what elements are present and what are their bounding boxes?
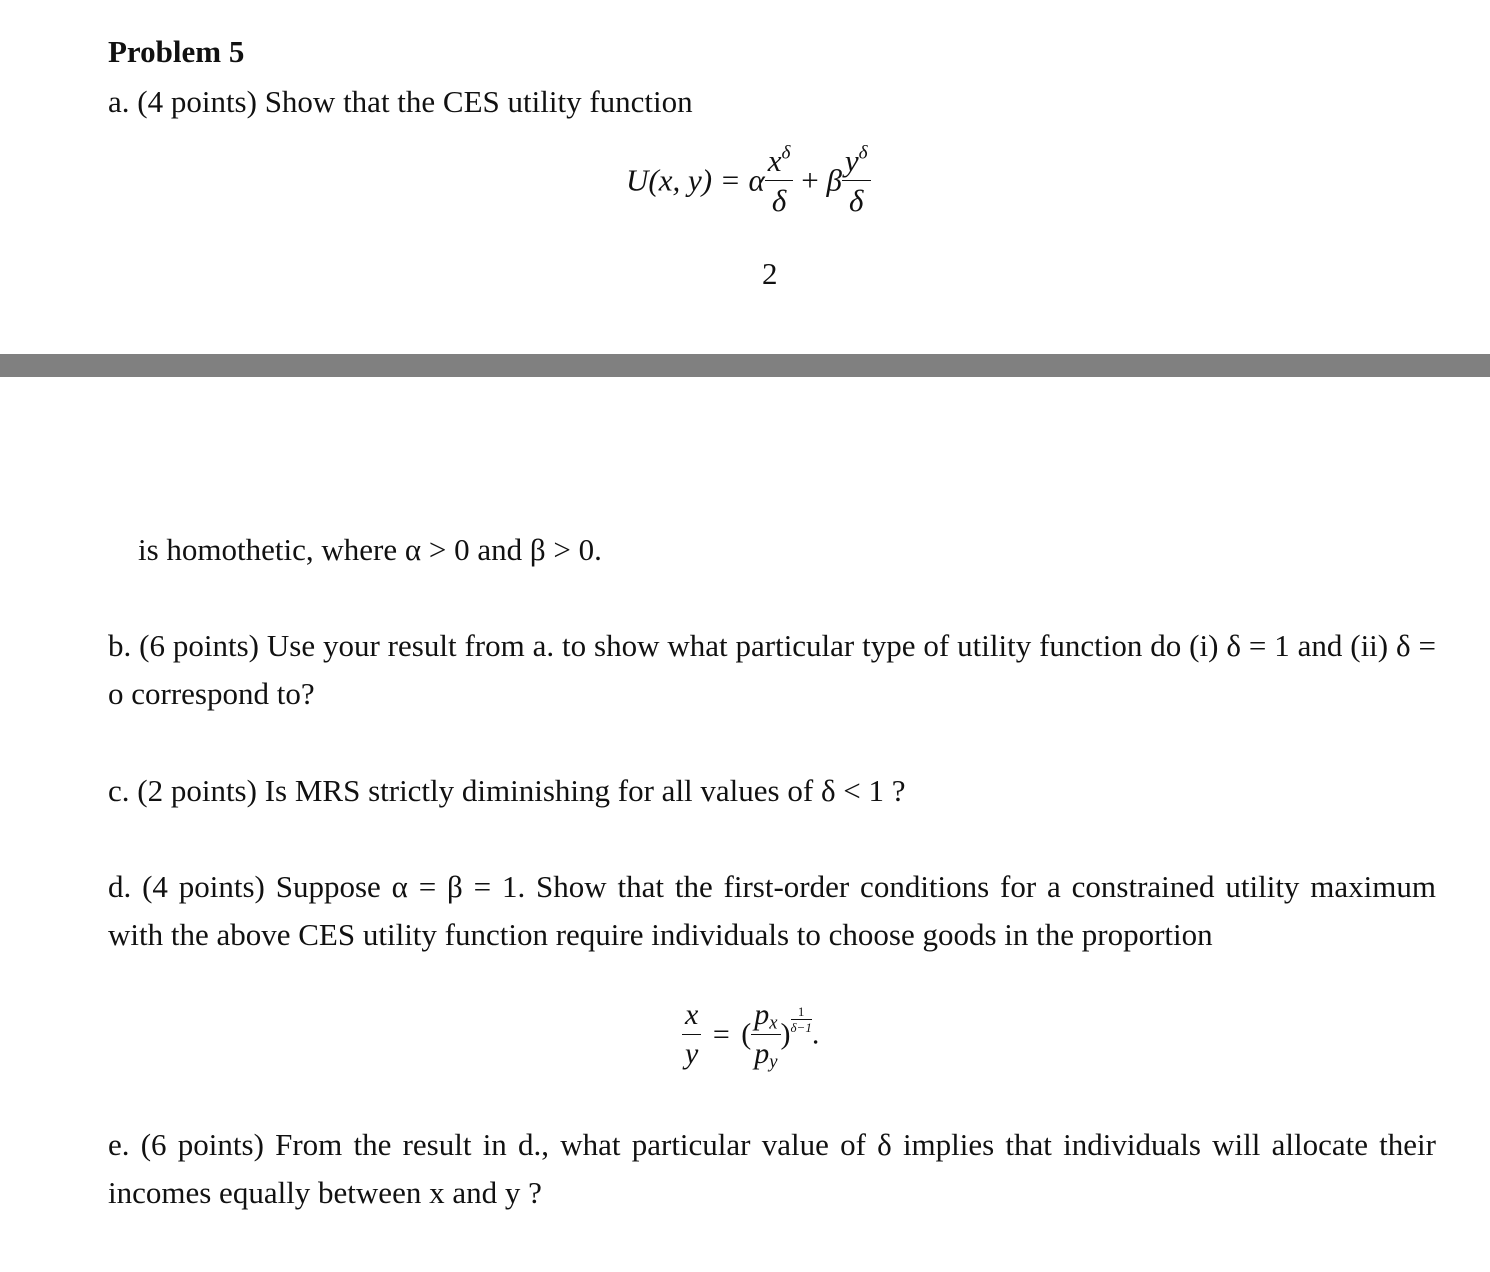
ces-utility-equation bbox=[626, 142, 871, 218]
alpha-symbol: α bbox=[748, 162, 765, 198]
close-paren: ) bbox=[780, 1017, 791, 1051]
beta-symbol: β bbox=[826, 162, 842, 198]
proportion-equation bbox=[682, 998, 820, 1073]
p-var: p bbox=[754, 1037, 770, 1070]
page-divider bbox=[0, 354, 1490, 377]
part-a-continuation: is homothetic, where α > 0 and β > 0. bbox=[138, 532, 602, 567]
page-number: 2 bbox=[762, 256, 778, 291]
problem-title: Problem 5 bbox=[108, 34, 245, 69]
exponent-numerator: 1 bbox=[791, 1005, 812, 1020]
fraction-x-delta bbox=[765, 142, 794, 218]
part-d-text: d. (4 points) Suppose α = β = 1. Show that the first-order conditions for a constrained utility maximum with the above CES utility function require individuals to choose goods in the proportion bbox=[108, 869, 1436, 952]
delta-denominator: δ bbox=[771, 183, 787, 218]
fraction-px-over-py bbox=[751, 998, 780, 1073]
y-var: y bbox=[844, 143, 859, 178]
x-subscript: x bbox=[769, 1012, 778, 1034]
exponent-fraction bbox=[791, 1005, 812, 1034]
y-var: y bbox=[685, 1037, 699, 1070]
part-c-text: c. (2 points) Is MRS strictly diminishing for all values of δ < 1 ? bbox=[108, 773, 906, 808]
delta-exponent: δ bbox=[858, 142, 868, 164]
x-var: x bbox=[767, 143, 782, 178]
plus-sign: + bbox=[801, 162, 819, 198]
delta-denominator: δ bbox=[849, 183, 864, 218]
part-a-intro: a. (4 points) Show that the CES utility function bbox=[108, 84, 693, 119]
exponent-denominator: δ−1 bbox=[790, 1019, 812, 1035]
p-var: p bbox=[754, 998, 770, 1031]
equals-sign: = bbox=[712, 1017, 730, 1051]
equation-lhs: U(x, y) = bbox=[626, 162, 741, 198]
open-paren: ( bbox=[741, 1017, 752, 1051]
x-var: x bbox=[682, 1000, 701, 1035]
fraction-x-over-y bbox=[682, 1000, 701, 1069]
y-subscript: y bbox=[769, 1051, 778, 1073]
fraction-y-delta bbox=[842, 142, 871, 218]
part-b-text: b. (6 points) Use your result from a. to show what particular type of utility function do (i) δ = 1 and (ii) δ = o correspond to? bbox=[108, 628, 1436, 711]
part-e-text: e. (6 points) From the result in d., what particular value of δ implies that individuals will allocate their incomes equally between x and y ? bbox=[108, 1127, 1436, 1210]
equation-period: . bbox=[811, 1017, 820, 1051]
delta-exponent: δ bbox=[781, 142, 791, 164]
